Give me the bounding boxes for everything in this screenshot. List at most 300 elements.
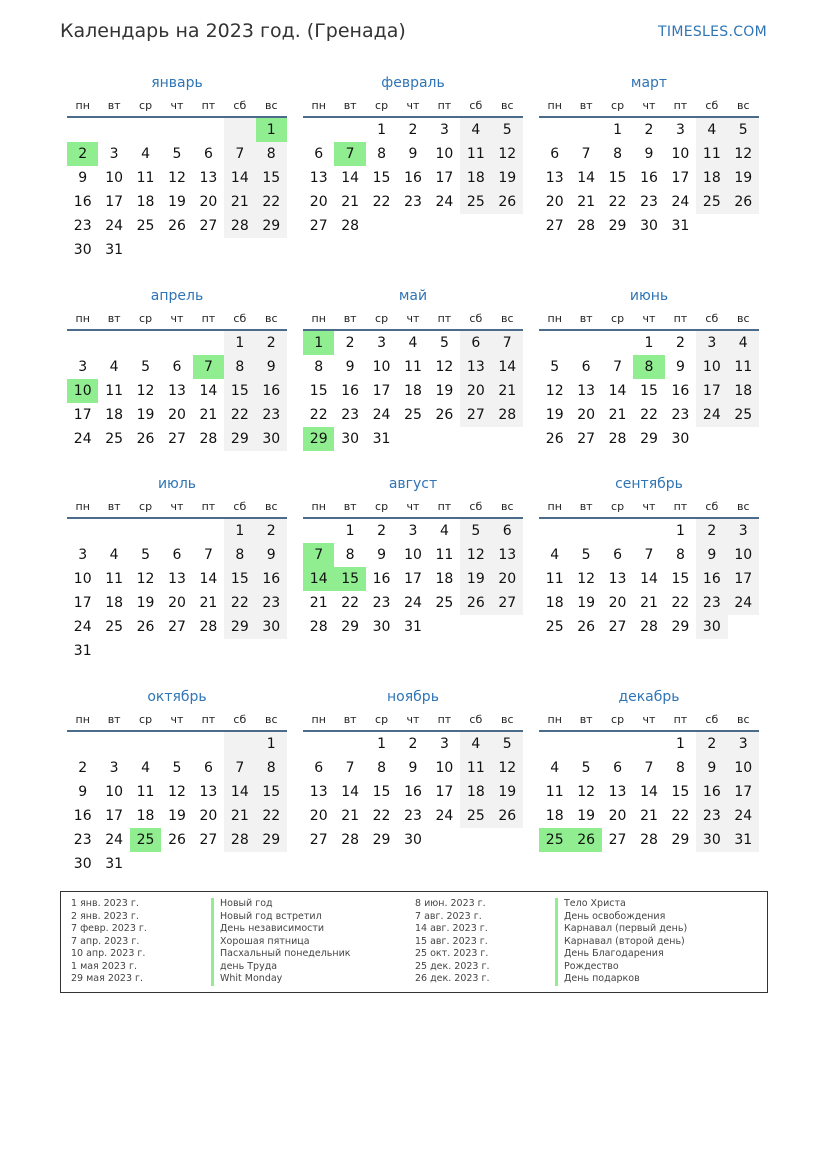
day-cell[interactable]: 1 [377, 122, 387, 138]
day-cell[interactable]: 21 [199, 407, 218, 423]
day-cell[interactable]: 21 [577, 194, 596, 210]
day-cell[interactable]: 19 [136, 407, 155, 423]
day-cell[interactable]: 25 [404, 407, 422, 423]
day-cell[interactable]: 21 [608, 407, 627, 423]
day-cell[interactable]: 24 [435, 194, 454, 210]
day-cell[interactable]: 22 [372, 194, 391, 210]
day-cell[interactable]: 9 [408, 146, 418, 162]
day-cell[interactable]: 28 [341, 218, 360, 234]
day-cell[interactable]: 10 [73, 571, 92, 587]
day-cell[interactable]: 2 [696, 519, 727, 543]
day-cell[interactable]: 28 [199, 619, 218, 635]
day-cell[interactable]: 17 [73, 595, 92, 611]
day-cell[interactable]: 24 [372, 407, 391, 423]
day-cell[interactable]: 27 [545, 218, 564, 234]
day-cell[interactable]: 5 [141, 359, 151, 375]
day-cell[interactable]: 13 [168, 571, 186, 587]
day-cell[interactable]: 9 [696, 756, 727, 780]
day-cell[interactable]: 16 [404, 170, 422, 186]
day-cell[interactable]: 27 [577, 431, 596, 447]
day-cell[interactable]: 26 [492, 804, 523, 828]
day-cell[interactable]: 1 [675, 736, 685, 752]
day-cell[interactable]: 23 [73, 218, 92, 234]
day-cell[interactable]: 9 [256, 355, 287, 379]
day-cell[interactable]: 20 [168, 595, 186, 611]
day-cell[interactable]: 14 [303, 567, 334, 591]
day-cell[interactable]: 1 [224, 331, 255, 355]
day-cell[interactable]: 9 [78, 170, 88, 186]
day-cell[interactable]: 31 [404, 619, 422, 635]
day-cell[interactable]: 10 [435, 146, 454, 162]
day-cell[interactable]: 5 [141, 547, 151, 563]
day-cell[interactable]: 19 [435, 383, 454, 399]
day-cell[interactable]: 9 [78, 784, 88, 800]
day-cell[interactable]: 18 [545, 808, 564, 824]
day-cell[interactable]: 27 [168, 619, 186, 635]
day-cell[interactable]: 13 [460, 355, 491, 379]
day-cell[interactable]: 13 [309, 170, 328, 186]
day-cell[interactable]: 28 [341, 832, 360, 848]
day-cell[interactable]: 11 [435, 547, 454, 563]
day-cell[interactable]: 21 [341, 194, 360, 210]
day-cell[interactable]: 18 [404, 383, 422, 399]
day-cell[interactable]: 8 [224, 355, 255, 379]
day-cell[interactable]: 28 [309, 619, 328, 635]
day-cell[interactable]: 16 [341, 383, 360, 399]
day-cell[interactable]: 4 [408, 335, 418, 351]
day-cell[interactable]: 30 [372, 619, 391, 635]
day-cell[interactable]: 9 [408, 760, 418, 776]
day-cell[interactable]: 8 [675, 760, 685, 776]
day-cell[interactable]: 18 [105, 595, 124, 611]
day-cell[interactable]: 2 [345, 335, 355, 351]
day-cell[interactable]: 22 [608, 194, 627, 210]
day-cell[interactable]: 4 [696, 118, 727, 142]
day-cell[interactable]: 31 [105, 242, 124, 258]
day-cell[interactable]: 21 [640, 595, 658, 611]
day-cell[interactable]: 9 [644, 146, 654, 162]
day-cell[interactable]: 1 [377, 736, 387, 752]
day-cell[interactable]: 29 [372, 832, 391, 848]
day-cell[interactable]: 20 [608, 595, 627, 611]
day-cell[interactable]: 21 [309, 595, 328, 611]
day-cell[interactable]: 22 [671, 808, 690, 824]
day-cell[interactable]: 7 [644, 547, 654, 563]
day-cell[interactable]: 18 [136, 808, 155, 824]
day-cell[interactable]: 16 [73, 194, 92, 210]
day-cell[interactable]: 27 [460, 403, 491, 427]
day-cell[interactable]: 19 [728, 166, 759, 190]
day-cell[interactable]: 17 [105, 808, 124, 824]
day-cell[interactable]: 14 [199, 571, 218, 587]
day-cell[interactable]: 15 [334, 567, 365, 591]
day-cell[interactable]: 20 [199, 808, 218, 824]
day-cell[interactable]: 7 [193, 355, 224, 379]
day-cell[interactable]: 13 [545, 170, 564, 186]
day-cell[interactable]: 21 [224, 190, 255, 214]
day-cell[interactable]: 3 [408, 523, 418, 539]
day-cell[interactable]: 23 [640, 194, 658, 210]
day-cell[interactable]: 23 [696, 804, 727, 828]
day-cell[interactable]: 22 [309, 407, 328, 423]
day-cell[interactable]: 17 [73, 407, 92, 423]
day-cell[interactable]: 15 [224, 567, 255, 591]
day-cell[interactable]: 29 [224, 427, 255, 451]
day-cell[interactable]: 21 [341, 808, 360, 824]
day-cell[interactable]: 1 [256, 732, 287, 756]
day-cell[interactable]: 7 [224, 756, 255, 780]
day-cell[interactable]: 7 [644, 760, 654, 776]
day-cell[interactable]: 15 [224, 379, 255, 403]
day-cell[interactable]: 2 [408, 122, 418, 138]
day-cell[interactable]: 6 [460, 331, 491, 355]
day-cell[interactable]: 8 [345, 547, 355, 563]
day-cell[interactable]: 3 [696, 331, 727, 355]
day-cell[interactable]: 22 [224, 403, 255, 427]
day-cell[interactable]: 26 [136, 431, 155, 447]
day-cell[interactable]: 24 [73, 619, 92, 635]
day-cell[interactable]: 23 [671, 407, 690, 423]
day-cell[interactable]: 14 [224, 780, 255, 804]
day-cell[interactable]: 6 [203, 146, 213, 162]
day-cell[interactable]: 27 [608, 832, 627, 848]
day-cell[interactable]: 2 [256, 519, 287, 543]
day-cell[interactable]: 14 [492, 355, 523, 379]
day-cell[interactable]: 7 [492, 331, 523, 355]
day-cell[interactable]: 21 [640, 808, 658, 824]
day-cell[interactable]: 4 [460, 732, 491, 756]
day-cell[interactable]: 13 [608, 784, 627, 800]
day-cell[interactable]: 23 [372, 595, 391, 611]
day-cell[interactable]: 4 [141, 146, 151, 162]
day-cell[interactable]: 8 [314, 359, 324, 375]
day-cell[interactable]: 12 [435, 359, 454, 375]
day-cell[interactable]: 5 [581, 547, 591, 563]
day-cell[interactable]: 17 [696, 379, 727, 403]
day-cell[interactable]: 2 [644, 122, 654, 138]
day-cell[interactable]: 3 [728, 519, 759, 543]
day-cell[interactable]: 26 [570, 828, 601, 852]
day-cell[interactable]: 24 [671, 194, 690, 210]
day-cell[interactable]: 24 [435, 808, 454, 824]
day-cell[interactable]: 8 [633, 355, 664, 379]
day-cell[interactable]: 12 [460, 543, 491, 567]
day-cell[interactable]: 1 [303, 331, 334, 355]
day-cell[interactable]: 4 [728, 331, 759, 355]
day-cell[interactable]: 6 [203, 760, 213, 776]
day-cell[interactable]: 12 [492, 756, 523, 780]
day-cell[interactable]: 17 [728, 780, 759, 804]
day-cell[interactable]: 10 [728, 756, 759, 780]
day-cell[interactable]: 30 [256, 615, 287, 639]
day-cell[interactable]: 23 [256, 591, 287, 615]
day-cell[interactable]: 18 [728, 379, 759, 403]
day-cell[interactable]: 10 [671, 146, 690, 162]
day-cell[interactable]: 11 [460, 142, 491, 166]
day-cell[interactable]: 9 [675, 359, 685, 375]
day-cell[interactable]: 31 [671, 218, 690, 234]
day-cell[interactable]: 20 [492, 567, 523, 591]
day-cell[interactable]: 5 [728, 118, 759, 142]
day-cell[interactable]: 14 [640, 784, 658, 800]
day-cell[interactable]: 17 [671, 170, 690, 186]
day-cell[interactable]: 15 [671, 571, 690, 587]
day-cell[interactable]: 15 [309, 383, 328, 399]
day-cell[interactable]: 18 [545, 595, 564, 611]
day-cell[interactable]: 6 [492, 519, 523, 543]
day-cell[interactable]: 9 [256, 543, 287, 567]
day-cell[interactable]: 4 [550, 547, 560, 563]
day-cell[interactable]: 14 [608, 383, 627, 399]
day-cell[interactable]: 23 [404, 808, 422, 824]
day-cell[interactable]: 26 [728, 190, 759, 214]
day-cell[interactable]: 25 [130, 828, 161, 852]
day-cell[interactable]: 12 [136, 571, 155, 587]
day-cell[interactable]: 27 [199, 218, 218, 234]
day-cell[interactable]: 21 [199, 595, 218, 611]
day-cell[interactable]: 13 [199, 784, 218, 800]
day-cell[interactable]: 11 [545, 571, 564, 587]
day-cell[interactable]: 23 [341, 407, 360, 423]
day-cell[interactable]: 2 [675, 335, 685, 351]
day-cell[interactable]: 27 [492, 591, 523, 615]
day-cell[interactable]: 22 [640, 407, 658, 423]
day-cell[interactable]: 3 [377, 335, 387, 351]
day-cell[interactable]: 17 [372, 383, 391, 399]
day-cell[interactable]: 10 [105, 170, 124, 186]
day-cell[interactable]: 2 [377, 523, 387, 539]
day-cell[interactable]: 19 [136, 595, 155, 611]
day-cell[interactable]: 6 [314, 146, 324, 162]
day-cell[interactable]: 14 [341, 784, 360, 800]
day-cell[interactable]: 25 [460, 804, 491, 828]
day-cell[interactable]: 19 [492, 780, 523, 804]
day-cell[interactable]: 14 [640, 571, 658, 587]
day-cell[interactable]: 6 [613, 547, 623, 563]
site-link[interactable]: TIMESLES.COM [658, 24, 767, 40]
day-cell[interactable]: 16 [640, 170, 658, 186]
day-cell[interactable]: 25 [728, 403, 759, 427]
day-cell[interactable]: 26 [136, 619, 155, 635]
day-cell[interactable]: 16 [73, 808, 92, 824]
day-cell[interactable]: 6 [172, 547, 182, 563]
day-cell[interactable]: 26 [545, 431, 564, 447]
day-cell[interactable]: 27 [608, 619, 627, 635]
day-cell[interactable]: 5 [460, 519, 491, 543]
day-cell[interactable]: 14 [577, 170, 596, 186]
day-cell[interactable]: 4 [141, 760, 151, 776]
day-cell[interactable]: 10 [67, 379, 98, 403]
day-cell[interactable]: 13 [608, 571, 627, 587]
day-cell[interactable]: 20 [460, 379, 491, 403]
day-cell[interactable]: 30 [404, 832, 422, 848]
day-cell[interactable]: 30 [696, 615, 727, 639]
day-cell[interactable]: 12 [168, 784, 186, 800]
day-cell[interactable]: 11 [728, 355, 759, 379]
day-cell[interactable]: 3 [78, 547, 88, 563]
day-cell[interactable]: 30 [256, 427, 287, 451]
day-cell[interactable]: 3 [109, 760, 119, 776]
day-cell[interactable]: 31 [728, 828, 759, 852]
day-cell[interactable]: 31 [73, 643, 92, 659]
day-cell[interactable]: 29 [608, 218, 627, 234]
day-cell[interactable]: 7 [613, 359, 623, 375]
day-cell[interactable]: 18 [435, 571, 454, 587]
day-cell[interactable]: 26 [460, 591, 491, 615]
day-cell[interactable]: 29 [341, 619, 360, 635]
day-cell[interactable]: 18 [136, 194, 155, 210]
day-cell[interactable]: 7 [345, 760, 355, 776]
day-cell[interactable]: 19 [545, 407, 564, 423]
day-cell[interactable]: 24 [728, 804, 759, 828]
day-cell[interactable]: 11 [696, 142, 727, 166]
day-cell[interactable]: 16 [696, 567, 727, 591]
day-cell[interactable]: 13 [309, 784, 328, 800]
day-cell[interactable]: 29 [303, 427, 334, 451]
day-cell[interactable]: 28 [199, 431, 218, 447]
day-cell[interactable]: 3 [78, 359, 88, 375]
day-cell[interactable]: 23 [696, 591, 727, 615]
day-cell[interactable]: 24 [73, 431, 92, 447]
day-cell[interactable]: 17 [105, 194, 124, 210]
day-cell[interactable]: 3 [109, 146, 119, 162]
day-cell[interactable]: 3 [439, 736, 449, 752]
day-cell[interactable]: 20 [577, 407, 596, 423]
day-cell[interactable]: 7 [224, 142, 255, 166]
day-cell[interactable]: 8 [256, 756, 287, 780]
day-cell[interactable]: 22 [671, 595, 690, 611]
day-cell[interactable]: 22 [341, 595, 360, 611]
day-cell[interactable]: 9 [345, 359, 355, 375]
day-cell[interactable]: 7 [334, 142, 365, 166]
day-cell[interactable]: 5 [581, 760, 591, 776]
day-cell[interactable]: 19 [168, 194, 186, 210]
day-cell[interactable]: 27 [309, 832, 328, 848]
day-cell[interactable]: 1 [256, 118, 287, 142]
day-cell[interactable]: 11 [545, 784, 564, 800]
day-cell[interactable]: 26 [577, 619, 596, 635]
day-cell[interactable]: 28 [577, 218, 596, 234]
day-cell[interactable]: 24 [696, 403, 727, 427]
day-cell[interactable]: 25 [136, 218, 155, 234]
day-cell[interactable]: 12 [545, 383, 564, 399]
day-cell[interactable]: 20 [309, 808, 328, 824]
day-cell[interactable]: 8 [377, 146, 387, 162]
day-cell[interactable]: 20 [309, 194, 328, 210]
day-cell[interactable]: 10 [404, 547, 422, 563]
day-cell[interactable]: 30 [73, 856, 92, 872]
day-cell[interactable]: 12 [577, 571, 596, 587]
day-cell[interactable]: 15 [372, 784, 391, 800]
day-cell[interactable]: 8 [613, 146, 623, 162]
day-cell[interactable]: 10 [696, 355, 727, 379]
day-cell[interactable]: 4 [460, 118, 491, 142]
day-cell[interactable]: 12 [136, 383, 155, 399]
day-cell[interactable]: 11 [404, 359, 422, 375]
day-cell[interactable]: 31 [372, 431, 391, 447]
day-cell[interactable]: 12 [168, 170, 186, 186]
day-cell[interactable]: 27 [199, 832, 218, 848]
day-cell[interactable]: 25 [105, 619, 124, 635]
day-cell[interactable]: 15 [608, 170, 627, 186]
day-cell[interactable]: 27 [168, 431, 186, 447]
day-cell[interactable]: 6 [314, 760, 324, 776]
day-cell[interactable]: 15 [640, 383, 658, 399]
day-cell[interactable]: 20 [168, 407, 186, 423]
day-cell[interactable]: 12 [728, 142, 759, 166]
day-cell[interactable]: 3 [439, 122, 449, 138]
day-cell[interactable]: 11 [136, 170, 155, 186]
day-cell[interactable]: 17 [435, 170, 454, 186]
day-cell[interactable]: 25 [545, 619, 564, 635]
day-cell[interactable]: 17 [404, 571, 422, 587]
day-cell[interactable]: 17 [728, 567, 759, 591]
day-cell[interactable]: 7 [581, 146, 591, 162]
day-cell[interactable]: 28 [640, 619, 658, 635]
day-cell[interactable]: 22 [224, 591, 255, 615]
day-cell[interactable]: 20 [199, 194, 218, 210]
day-cell[interactable]: 6 [581, 359, 591, 375]
day-cell[interactable]: 1 [613, 122, 623, 138]
day-cell[interactable]: 8 [256, 142, 287, 166]
day-cell[interactable]: 10 [105, 784, 124, 800]
day-cell[interactable]: 4 [439, 523, 449, 539]
day-cell[interactable]: 12 [577, 784, 596, 800]
day-cell[interactable]: 2 [78, 760, 88, 776]
day-cell[interactable]: 16 [696, 780, 727, 804]
day-cell[interactable]: 28 [640, 832, 658, 848]
day-cell[interactable]: 5 [172, 760, 182, 776]
day-cell[interactable]: 15 [671, 784, 690, 800]
day-cell[interactable]: 5 [550, 359, 560, 375]
day-cell[interactable]: 6 [613, 760, 623, 776]
day-cell[interactable]: 29 [256, 214, 287, 238]
day-cell[interactable]: 30 [341, 431, 360, 447]
day-cell[interactable]: 29 [671, 619, 690, 635]
day-cell[interactable]: 5 [439, 335, 449, 351]
day-cell[interactable]: 9 [696, 543, 727, 567]
day-cell[interactable]: 14 [199, 383, 218, 399]
day-cell[interactable]: 29 [224, 615, 255, 639]
day-cell[interactable]: 29 [671, 832, 690, 848]
day-cell[interactable]: 16 [404, 784, 422, 800]
day-cell[interactable]: 13 [492, 543, 523, 567]
day-cell[interactable]: 2 [696, 732, 727, 756]
day-cell[interactable]: 18 [460, 166, 491, 190]
day-cell[interactable]: 28 [224, 214, 255, 238]
day-cell[interactable]: 17 [435, 784, 454, 800]
day-cell[interactable]: 21 [224, 804, 255, 828]
day-cell[interactable]: 16 [256, 379, 287, 403]
day-cell[interactable]: 1 [345, 523, 355, 539]
day-cell[interactable]: 25 [696, 190, 727, 214]
day-cell[interactable]: 16 [372, 571, 391, 587]
day-cell[interactable]: 7 [203, 547, 213, 563]
day-cell[interactable]: 24 [728, 591, 759, 615]
day-cell[interactable]: 19 [492, 166, 523, 190]
day-cell[interactable]: 8 [675, 547, 685, 563]
day-cell[interactable]: 20 [608, 808, 627, 824]
day-cell[interactable]: 12 [492, 142, 523, 166]
day-cell[interactable]: 28 [492, 403, 523, 427]
day-cell[interactable]: 5 [492, 118, 523, 142]
day-cell[interactable]: 15 [256, 780, 287, 804]
day-cell[interactable]: 8 [224, 543, 255, 567]
day-cell[interactable]: 10 [728, 543, 759, 567]
day-cell[interactable]: 13 [577, 383, 596, 399]
day-cell[interactable]: 5 [172, 146, 182, 162]
day-cell[interactable]: 3 [675, 122, 685, 138]
